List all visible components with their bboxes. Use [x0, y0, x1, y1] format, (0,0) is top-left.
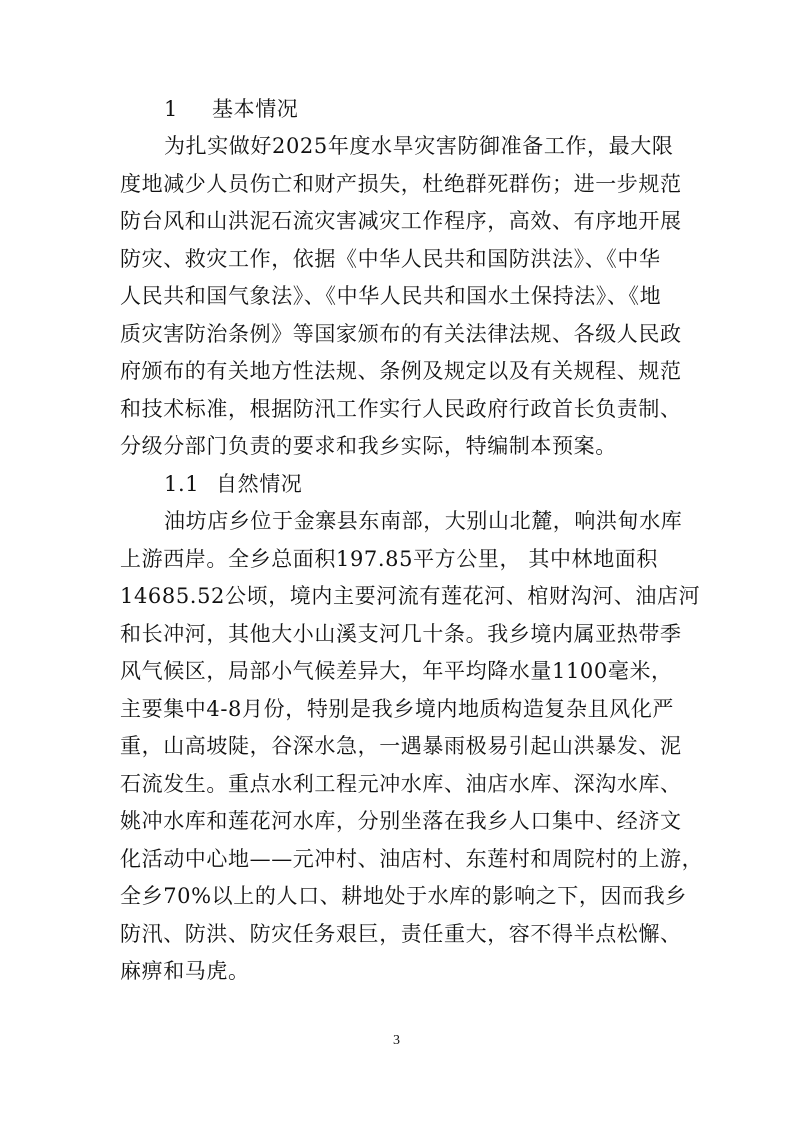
paragraph-line: 重，山高坡陡，谷深水急，一遇暴雨极易引起山洪暴发、泥: [120, 734, 682, 758]
paragraph-line: 油坊店乡位于金寨县东南部，大别山北麓，响洪甸水库: [164, 509, 683, 533]
paragraph-line: 麻痹和马虎。: [120, 959, 250, 983]
paragraph-line: 防汛、防洪、防灾任务艰巨，责任重大，容不得半点松懈、: [120, 921, 682, 946]
paragraph-line: 上游西岸。全乡总面积197.85平方公里， 其中林地面积: [120, 546, 658, 571]
paragraph-line: 14685.52公顷，境内主要河流有莲花河、棺财沟河、油店河: [120, 584, 701, 608]
paragraph-line: 和技术标准，根据防汛工作实行人民政府行政首长负责制、: [120, 396, 682, 421]
paragraph-line: 度地减少人员伤亡和财产损失，杜绝群死群伤；进一步规范: [120, 171, 682, 196]
paragraph-line: 化活动中心地——元冲村、油店村、东莲村和周院村的上游，: [120, 846, 704, 871]
paragraph-line: 分级分部门负责的要求和我乡实际，特编制本预案。: [120, 434, 617, 458]
page-number: 3: [393, 1033, 400, 1048]
paragraph-line: 为扎实做好2025年度水旱灾害防御准备工作，最大限: [164, 134, 674, 158]
section-number: 1: [164, 96, 178, 121]
section-title: 基本情况: [212, 96, 299, 121]
paragraph-line: 主要集中4-8月份，特别是我乡境内地质构造复杂且风化严: [120, 696, 675, 721]
section-heading: [164, 91, 724, 128]
subsection-number: 1.1: [164, 471, 200, 496]
paragraph-line: 和长冲河，其他大小山溪支河几十条。我乡境内属亚热带季: [120, 621, 682, 646]
paragraph-line: 防台风和山洪泥石流灾害减灾工作程序，高效、有序地开展: [120, 209, 682, 233]
subsection-title: 自然情况: [216, 471, 303, 496]
paragraph-line: 石流发生。重点水利工程元冲水库、油店水库、深沟水库、: [120, 771, 682, 796]
paragraph-line: 人民共和国气象法》、《中华人民共和国水土保持法》、《地: [120, 284, 662, 308]
paragraph-line: 质灾害防治条例》等国家颁布的有关法律法规、各级人民政: [120, 321, 682, 346]
paragraph-line: 风气候区，局部小气候差异大，年平均降水量1100毫米，: [120, 659, 673, 683]
paragraph-line: 防灾、救灾工作，依据《中华人民共和国防洪法》、《中华: [120, 246, 661, 271]
paragraph-line: 全乡70%以上的人口、耕地处于水库的影响之下，因而我乡: [120, 884, 687, 908]
paragraph-line: 府颁布的有关地方性法规、条例及规定以及有关规程、规范: [120, 359, 682, 383]
subsection-heading: [164, 466, 724, 503]
paragraph-line: 姚冲水库和莲花河水库，分别坐落在我乡人口集中、经济文: [120, 809, 682, 833]
